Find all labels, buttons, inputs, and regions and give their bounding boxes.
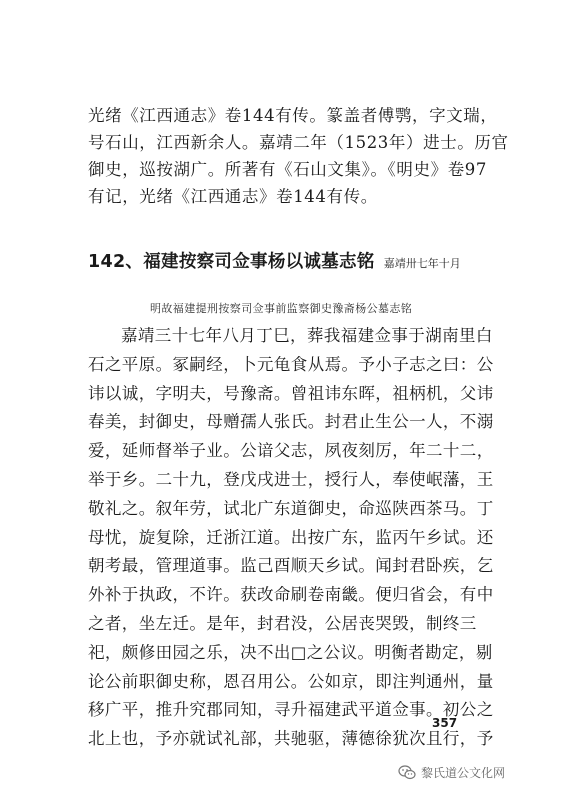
watermark [398,764,505,781]
page-number: 357 [432,716,458,730]
heading-title: 142、福建按察司佥事杨以诚墓志铭 [88,252,375,272]
text-line: 外补于执政，不许。获改命刷卷南畿。便归省会，有中 [88,585,494,605]
text-line: 光绪《江西通志》卷144有传。篆盖者傅鹗，字文瑞， [88,106,498,125]
text-line: 石之平原。冢嗣经，卜元龟食从焉。予小子志之曰：公 [88,354,494,374]
heading-date: 嘉靖卅七年十月 [383,257,461,270]
text-line: 有记，光绪《江西通志》卷144有传。 [88,187,378,206]
text-line: 讳以诚，字明夫，号豫斋。曾祖讳东晖，祖柄机，父讳 [88,383,494,403]
text-line: 春美，封御史，母赠孺人张氏。封君止生公一人，不溺 [88,412,494,432]
text-line: 朝考最，管理道事。监己酉顺天乡试。闻封君卧疾，乞 [88,556,494,576]
text-line: 爱，延师督举子业。公谙父志，夙夜刻厉，年二十二， [88,441,494,461]
text-line: 嘉靖三十七年八月丁巳，葬我福建佥事于湖南里白 [121,326,493,345]
text-line: 移广平，推升究郡同知，寻升福建武平道佥事。初公之 [88,700,494,720]
intro-paragraph [88,102,508,210]
section-heading [88,248,508,273]
text-line: 之者，坐左迁。是年，封君没，公居丧哭毁，制终三 [88,613,477,633]
body-paragraph [88,322,508,754]
text-line: 号石山，江西新余人。嘉靖二年（1523年）进士。历官 [88,133,509,152]
text-line: 举于乡。二十九，登戊戌进士，授行人，奉使岷藩，王 [88,469,494,489]
text-line: 北上也，予亦就试礼部，共驰驱，薄德徐犹次且行，予 [88,729,494,749]
watermark-text: 黎氏道公文化网 [421,766,506,780]
text-line: 祀，颇修田园之乐，决不出□之公议。明衡者勘定，剔 [88,642,493,662]
epitaph-subtitle: 明故福建提刑按察司佥事前监察御史豫斋杨公墓志铭 [150,302,413,315]
text-line: 御史，巡按湖广。所著有《石山文集》。《明史》卷97 [88,160,487,179]
text-line: 母忧，旋复除，迁浙江道。出按广东，监丙午乡试。还 [88,527,494,547]
text-line: 论公前职御史称，恩召用公。公如京，即注判通州，量 [88,671,494,691]
wechat-icon [398,765,416,780]
text-line: 敬礼之。叙年劳，试北广东道御史，命巡陕西茶马。丁 [88,498,494,518]
